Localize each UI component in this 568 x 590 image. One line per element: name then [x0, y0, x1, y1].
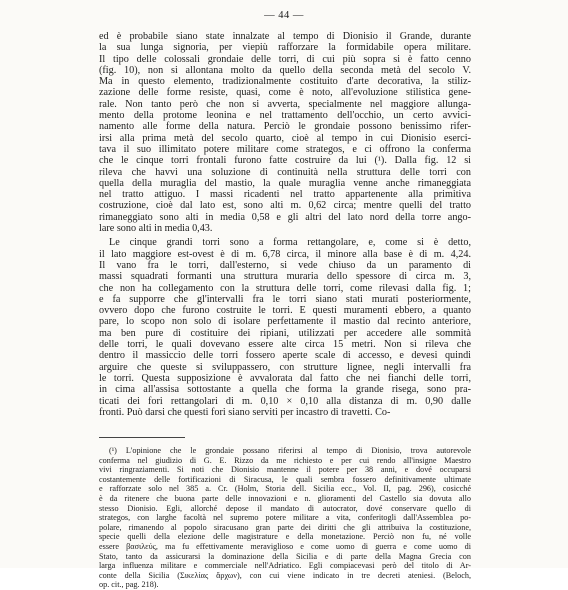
footnote-line: specie quelli della elezione delle magistrature e della monetazione. Perciò non fu, né volle	[99, 532, 471, 542]
text-line: namento alle forme della natura. Perciò le grondaie possono benissimo rifer-	[99, 121, 471, 133]
text-line: il lato maggiore est-ovest è di m. 6,78 circa, il minore alla base è di m. 4,24.	[99, 248, 471, 260]
text-line: Ma in questo elemento, tradizionalmente costituito d'arte decorativa, la stiliz-	[99, 76, 471, 88]
text-line: le torri. Questa supposizione è avvalorata dal fatto che nei fianchi delle torri,	[99, 372, 471, 384]
text-line: nel tratto attiguo. I massi ricadenti nel tratto appartenente alla primitiva	[99, 189, 471, 201]
text-line: ovvero dopo che furono costruite le torri. E questi muramenti ebbero, a quanto	[99, 305, 471, 317]
text-line: zazione delle forme resiste, quasi, come è noto, all'evoluzione stilistica gene-	[99, 87, 471, 99]
text-line: rileva che havvi una soluzione di continuità nella struttura delle torri con	[99, 166, 471, 178]
page-number: — 44 —	[264, 10, 304, 21]
text-line: delle torri, le quali dovevano essere alte circa 15 metri. Non si rileva che	[99, 339, 471, 351]
text-line: dentro il massiccio delle torri fossero aperte scale di accesso, e devesi quindi	[99, 350, 471, 362]
text-line: e fa supporre che gl'intervalli fra le torri siano stati murati posteriormente,	[99, 293, 471, 305]
footnote-line: e rafforzate solo nel 385 a. Cr. (Holm, Storia dell. Sicilia ecc., Vol. II, pag. 296), cosicché	[99, 484, 471, 494]
text-line: rale. Non tanto però che non si avverta, specialmente nel maggiore allunga-	[99, 98, 471, 110]
text-line: tava il suo illimitato potere militare come strategos, e ci offrono la conferma	[99, 143, 471, 155]
footnote-line: Stato, tanto da assicurarsi la dominazione della Sicilia e di parte della Magna Grecia con	[99, 551, 471, 561]
text-line: la sua lunga signoria, per viepiù rafforzare la formidabile opera militare.	[99, 42, 471, 54]
text-line: (fig. 10), non si allontana molto da quello della seconda metà del secolo V.	[99, 64, 471, 76]
text-line: che le cinque torri frontali furono fatte costruire da lui (¹). Dalla fig. 12 si	[99, 155, 471, 167]
footnote-line: strategos, con larghe facoltà nel supremo potere militare a vita, conferitogli dall'Assemblea po-	[99, 513, 471, 523]
footnote-line: conferma nel giudizio di G. E. Rizzo da me richiesto e per cui rendo all'insigne Maestro	[99, 455, 471, 465]
text-line: irsi alla prima metà del secolo quarto, cioè al tempo in cui Dionisio eserci-	[99, 132, 471, 144]
text-line: fronti. Può darsi che questi fori siano serviti per incastro di travetti. Co-	[99, 406, 391, 418]
text-line: quella della muraglia del mastio, la quale muraglia venne anche rimaneggiata	[99, 177, 471, 189]
footnote-line: stesso Dionisio. Egli, allorché depose il mandato di autocrator, dové conservare quello di	[99, 503, 471, 513]
text-line: Il vano fra le torri, dall'esterno, si vede chiuso da un paramento di	[99, 259, 471, 271]
text-line: massi squadrati formanti una struttura muraria dello spessore di circa m. 3,	[99, 271, 471, 283]
footnote-line: è da ritenere che buona parte delle innovazioni e n. glioramenti del Castello sia dovuta allo	[99, 493, 471, 503]
text-line: ed è probabile siano state innalzate al tempo di Dionisio il Grande, durante	[99, 31, 471, 42]
text-line: rimaneggiato sono alti in media 0,58 e gli altri del lato nord della torre ango-	[99, 211, 471, 223]
footnote-line: polare, rimanendo al popolo siracusano gran parte dei diritti che gli attribuiva la costituzione,	[99, 522, 471, 532]
footnote-line: op. cit., pag. 218).	[99, 580, 159, 590]
text-line: ma ben pure di costituire dei ripiani, utilizzati per accedere alle sommità	[99, 327, 471, 339]
footnote	[99, 446, 471, 590]
footnotes	[99, 446, 471, 590]
text-line: in cima all'assisa sottostante a quella che forma la grande risega, sono pra-	[99, 384, 471, 396]
paragraph	[99, 31, 471, 234]
paragraph	[99, 237, 471, 418]
text-line: che non ha collegamento con la struttura delle torri, come rilevasi dalla fig. 1;	[99, 282, 471, 294]
text-line: costruzione, cioè dal lato est, sono alti m. 0,62 circa; mentre quelli del tratto	[99, 200, 471, 212]
footnote-line: essere βασιλεύς, ma fu effettivamente meraviglioso e come uomo di guerra e come uomo di	[99, 541, 471, 551]
text-line: mento della protome leonina e nel trattamento dell'occhio, un certo avvici-	[99, 110, 471, 122]
text-line: pare, lo scopo non solo di isolare perfettamente il mastio dal recinto anteriore,	[99, 316, 471, 328]
text-line: Il tipo delle colossali grondaie delle torri, di cui più sopra si è fatto cenno	[99, 53, 471, 65]
text-line: lare sono alti in media 0,43.	[99, 223, 213, 235]
body-text	[99, 31, 471, 418]
text-line: Le cinque grandi torri sono a forma rettangolare, e, come si è detto,	[109, 237, 471, 249]
text-line: arguire che queste si sviluppassero, con strutture lignee, negli intervalli fra	[99, 361, 471, 373]
footnote-line: vivi ringraziamenti. Si noti che Dionisio mantenne il potere per 38 anni, e dové occuparsi	[99, 465, 471, 475]
footnote-line: costantemente delle fortificazioni di Siracusa, le quali sembra fossero definitivamente ultimate	[99, 474, 471, 484]
footnote-line: conte della Sicilia (Σικελίας ἄρχων), con cui viene indicato in tre decreti ateniesi. (Beloch,	[99, 570, 471, 580]
footnote-line: larga influenza militare e commerciale nell'Adriatico. Egli compiacevasi però del titolo di Ar-	[99, 561, 471, 571]
footnote-line: (¹) L'opinione che le grondaie possano riferirsi al tempo di Dionisio, trova autorevole	[109, 446, 471, 455]
text-line: ticati dei fori rettangolari di m. 0,10 × 0,10 alla distanza di m. 0,90 dalle	[99, 395, 471, 407]
footnote-divider	[99, 437, 185, 438]
